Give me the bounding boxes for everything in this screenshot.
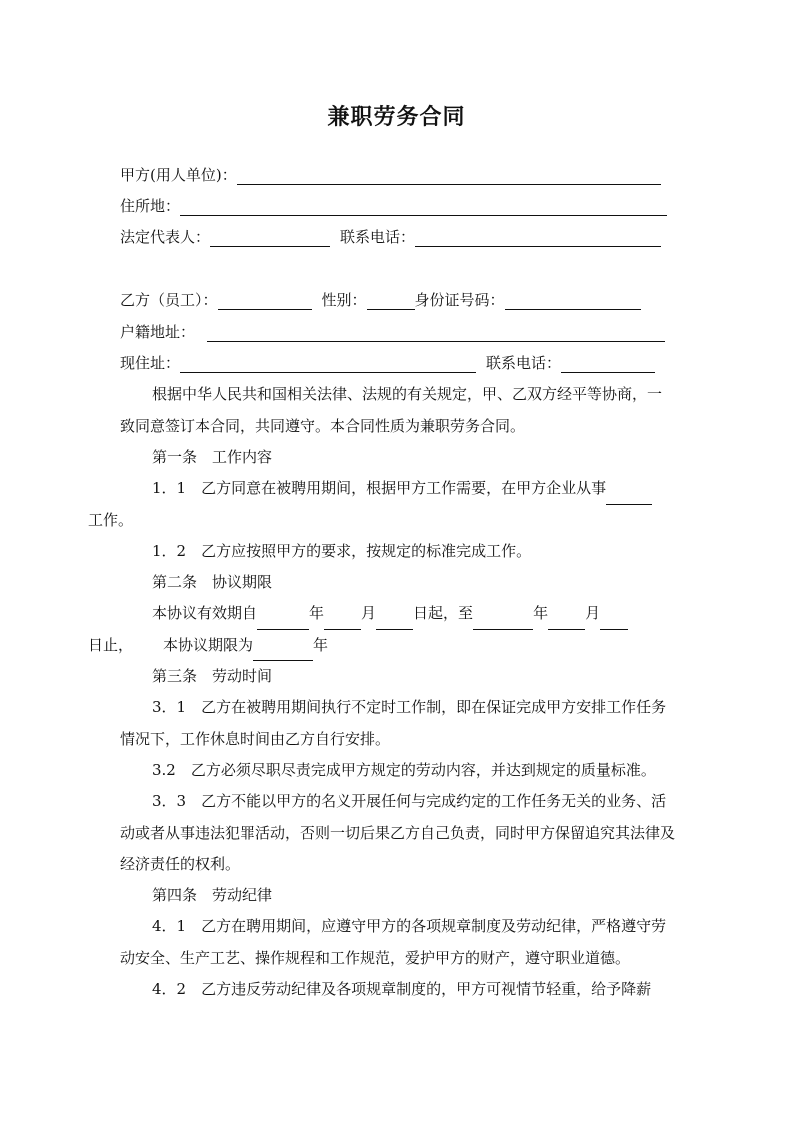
clause-1-2: 1．2 乙方应按照甲方的要求，按规定的标准完成工作。	[152, 542, 532, 560]
start-day-label: 日起，至	[413, 604, 474, 622]
party-a-address-row	[120, 196, 680, 216]
article-4-heading: 第四条 劳动纪律	[152, 886, 273, 904]
article-3-heading: 第三条 劳动时间	[152, 667, 273, 685]
party-a-phone-label: 联系电话：	[340, 228, 416, 246]
gender-blank[interactable]	[367, 293, 415, 310]
clause-4-2: 4．2 乙方违反劳动纪律及各项规章制度的，甲方可视情节轻重，给予降薪	[152, 980, 652, 998]
term-length-blank[interactable]	[253, 644, 313, 661]
household-label: 户籍地址：	[120, 323, 196, 341]
employee-label: 乙方（员工）：	[120, 291, 218, 309]
job-blank[interactable]	[606, 488, 652, 505]
party-a-employer-row	[120, 165, 680, 185]
current-address-blank[interactable]	[180, 356, 476, 373]
party-b-employee-row	[120, 290, 680, 310]
current-address-label: 现住址：	[120, 354, 181, 372]
term-length-label: 本协议期限为	[163, 635, 254, 654]
end-day-label: 日止，	[88, 635, 134, 654]
term-paragraph	[88, 598, 676, 661]
start-year-blank[interactable]	[257, 613, 309, 630]
end-year-label: 年	[533, 604, 549, 622]
clause-4-1: 4．1 乙方在聘用期间，应遵守甲方的各项规章制度及劳动纪律，严格遵守劳动安全、生产工艺、操作规程和工作规范，爱护甲方的财产，遵守职业道德。	[120, 917, 667, 967]
clause-1-1-text: 1．1 乙方同意在被聘用期间，根据甲方工作需要，在甲方企业从事	[152, 479, 607, 497]
legal-rep-blank[interactable]	[210, 230, 330, 247]
legal-rep-label: 法定代表人：	[120, 228, 211, 246]
term-length-year: 年	[313, 635, 329, 654]
end-day-blank[interactable]	[600, 613, 628, 630]
end-year-blank[interactable]	[473, 613, 533, 630]
household-blank[interactable]	[207, 325, 665, 342]
clause-1-1	[88, 473, 676, 536]
gender-label: 性别：	[321, 291, 367, 309]
party-b-phone-blank[interactable]	[561, 356, 655, 373]
employee-blank[interactable]	[218, 293, 312, 310]
start-day-blank[interactable]	[376, 613, 413, 630]
employer-label: 甲方(用人单位)：	[120, 166, 237, 184]
start-year-label: 年	[309, 604, 325, 622]
address-label: 住所地：	[120, 197, 181, 215]
article-2-heading: 第二条 协议期限	[152, 573, 273, 591]
start-month-blank[interactable]	[324, 613, 361, 630]
id-number-blank[interactable]	[505, 293, 641, 310]
party-b-household-row	[120, 322, 680, 342]
employer-blank[interactable]	[237, 168, 661, 185]
clause-3-3: 3．3 乙方不能以甲方的名义开展任何与完成约定的工作任务无关的业务、活动或者从事违法犯罪活动，否则一切后果乙方自己负责，同时甲方保留追究其法律及经济责任的权利。	[120, 792, 676, 873]
clause-1-1-end: 工作。	[88, 510, 134, 529]
end-month-label: 月	[585, 604, 601, 622]
id-number-label: 身份证号码：	[414, 291, 505, 309]
article-1-heading: 第一条 工作内容	[152, 448, 273, 466]
clause-3-2: 3.2 乙方必须尽职尽责完成甲方规定的劳动内容，并达到规定的质量标准。	[152, 761, 656, 779]
term-start-text: 本协议有效期自	[152, 604, 258, 622]
document-title: 兼职劳务合同	[327, 104, 466, 130]
party-b-phone-label: 联系电话：	[486, 354, 562, 372]
party-a-phone-blank[interactable]	[415, 230, 661, 247]
party-b-current-address-row	[120, 353, 680, 373]
address-blank[interactable]	[180, 199, 667, 216]
start-month-label: 月	[361, 604, 377, 622]
intro-paragraph: 根据中华人民共和国相关法律、法规的有关规定，甲、乙双方经平等协商，一致同意签订本合同，共同遵守。本合同性质为兼职劳务合同。	[120, 385, 663, 435]
clause-3-1: 3．1 乙方在被聘用期间执行不定时工作制，即在保证完成甲方安排工作任务情况下，工作休息时间由乙方自行安排。	[120, 698, 667, 748]
end-month-blank[interactable]	[548, 613, 585, 630]
party-a-rep-row	[120, 227, 680, 247]
